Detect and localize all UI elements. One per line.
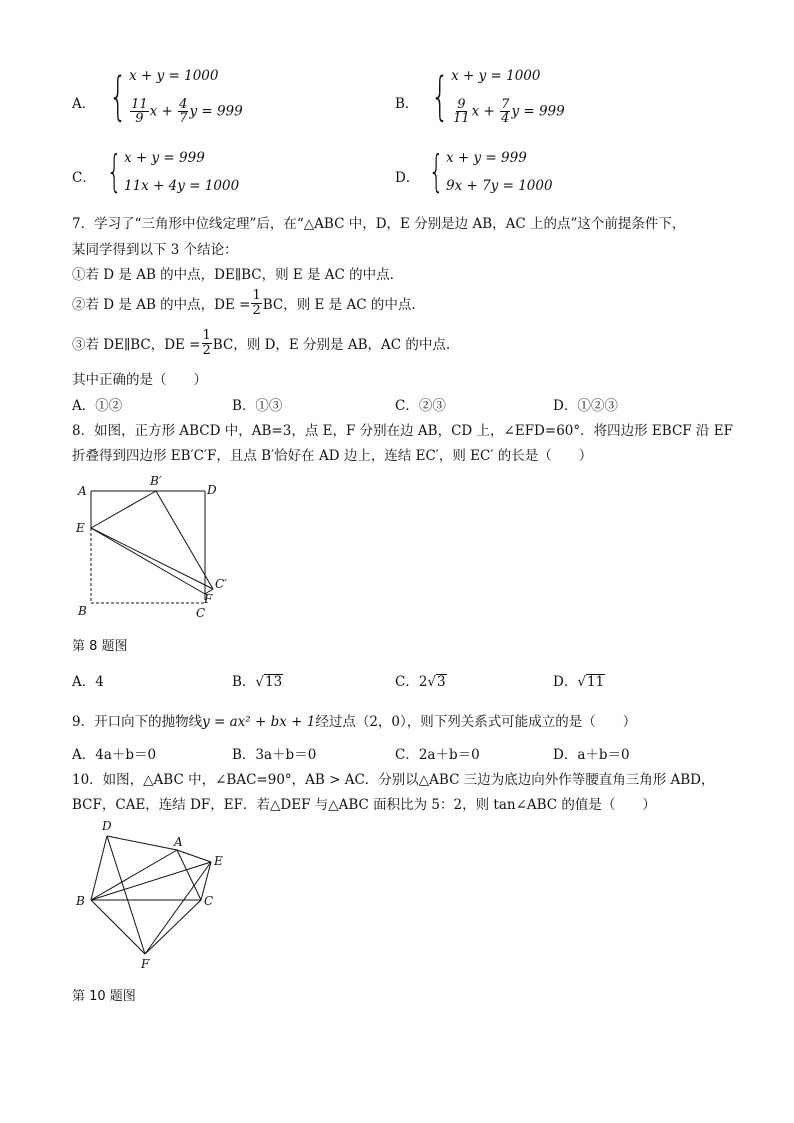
q8-seg-ef bbox=[91, 528, 205, 594]
q7-stem-line1: 7．学习了“三角形中位线定理”后，在“△ABC 中，D，E 分别是边 AB，AC 上的点”这个前提条件下， bbox=[72, 216, 686, 232]
q8-seg-eb1 bbox=[91, 491, 156, 528]
q10-seg-cf bbox=[145, 900, 201, 954]
q6-option-b-label: B． bbox=[395, 96, 419, 112]
q9-option-b: B．3a＋b＝0 bbox=[232, 747, 317, 763]
q8-label-a: A bbox=[78, 484, 87, 498]
q10-label-e: E bbox=[214, 854, 223, 868]
q6-option-a-system: { x + y = 1000 $\frac{11}{9}$ x + $\frac{4}{7}$ y = 999 bbox=[108, 67, 243, 127]
q6-b-eq2: $\frac{9}{11}$ x + $\frac{7}{4}$ y = 999 bbox=[453, 96, 565, 127]
q7-conclusion-1: ①若 D 是 AB 的中点，DE∥BC，则 E 是 AC 的中点. bbox=[72, 267, 394, 283]
q8-option-b: B．√13 bbox=[232, 674, 283, 690]
q9-option-d: D．a＋b＝0 bbox=[553, 747, 630, 763]
q10-seg-df bbox=[107, 836, 145, 954]
q6-a-eq1: x + y = 1000 bbox=[129, 68, 219, 84]
q6-option-d-system: { x + y = 999 9x + 7y = 1000 bbox=[428, 146, 553, 197]
q6-d-eq1: x + y = 999 bbox=[446, 150, 527, 166]
q8-option-d: D．√11 bbox=[553, 674, 605, 690]
q6-option-a-label: A． bbox=[72, 96, 96, 112]
q10-label-a: A bbox=[174, 835, 183, 849]
q7-option-d: D．①②③ bbox=[553, 398, 618, 414]
q10-label-c: C bbox=[204, 894, 214, 908]
q8-label-c1: C′ bbox=[215, 577, 227, 591]
q8-label-b1: B′ bbox=[150, 474, 162, 488]
q9-option-a: A．4a＋b＝0 bbox=[72, 747, 157, 763]
q8-stem-line1: 8．如图，正方形 ABCD 中，AB=3，点 E，F 分别在边 AB，CD 上，∠EFD=60°．将四边形 EBCF 沿 EF bbox=[72, 423, 733, 439]
q8-label-f: F bbox=[204, 592, 213, 606]
q7-stem-line2: 某同学得到以下 3 个结论： bbox=[72, 242, 238, 258]
q7-conclusion-2: ②若 D 是 AB 的中点，DE = $\frac{1}{2}$ BC，则 E 是 AC 的中点. bbox=[72, 288, 416, 318]
q9-option-c: C．2a＋b＝0 bbox=[395, 747, 480, 763]
q7-question: 其中正确的是（ ） bbox=[72, 372, 207, 388]
q8-label-c: C bbox=[196, 606, 206, 620]
q9-stem: 9．开口向下的抛物线y = ax² + bx + 1经过点（2，0），则下列关系式可能成立的是（ ） bbox=[72, 714, 637, 730]
q10-label-d: D bbox=[102, 819, 112, 833]
q7-option-a: A．①② bbox=[72, 398, 123, 414]
q6-option-d-label: D． bbox=[395, 170, 420, 186]
q10-seg-ef bbox=[145, 862, 214, 954]
q10-label-f: F bbox=[141, 957, 150, 971]
q8-caption: 第 8 题图 bbox=[72, 639, 128, 654]
q7-option-b: B．①③ bbox=[232, 398, 283, 414]
q6-b-eq1: x + y = 1000 bbox=[451, 68, 541, 84]
q9-equation: y = ax² + bx + 1 bbox=[202, 714, 316, 730]
q10-seg-bd bbox=[91, 836, 107, 900]
q10-seg-be bbox=[91, 862, 211, 900]
q6-d-eq2: 9x + 7y = 1000 bbox=[446, 178, 553, 194]
q10-caption: 第 10 题图 bbox=[72, 989, 136, 1004]
q10-label-b: B bbox=[76, 894, 85, 908]
q8-option-c: C．2√3 bbox=[395, 674, 446, 690]
q6-a-eq2: $\frac{11}{9}$ x + $\frac{4}{7}$ y = 999 bbox=[131, 96, 243, 127]
q6-option-b-system: { x + y = 1000 $\frac{9}{11}$ x + $\frac{7}{4}$ y = 999 bbox=[430, 67, 565, 127]
q8-label-e: E bbox=[76, 521, 85, 535]
q7-option-c: C．②③ bbox=[395, 398, 446, 414]
q8-figure bbox=[70, 472, 245, 622]
q6-option-c-system: { x + y = 999 11x + 4y = 1000 bbox=[106, 146, 240, 197]
q10-stem-line2: BCF，CAE，连结 DF，EF．若△DEF 与△ABC 面积比为 5：2，则 tan∠ABC 的值是（ ） bbox=[72, 797, 656, 813]
q8-stem-line2: 折叠得到四边形 EB′C′F，且点 B′恰好在 AD 边上，连结 EC′，则 EC′ 的长是（ ） bbox=[72, 448, 593, 464]
q10-seg-ba bbox=[91, 850, 177, 900]
q7-conclusion-3: ③若 DE∥BC，DE = $\frac{1}{2}$ BC，则 D，E 分别是 AB，AC 的中点. bbox=[72, 328, 451, 358]
q6-c-eq1: x + y = 999 bbox=[124, 150, 205, 166]
q10-seg-bf bbox=[91, 900, 145, 954]
q10-figure bbox=[70, 818, 235, 976]
q10-seg-da bbox=[107, 836, 177, 850]
q8-option-a: A．4 bbox=[72, 674, 104, 690]
q6-c-eq2: 11x + 4y = 1000 bbox=[124, 178, 240, 194]
q6-option-c-label: C． bbox=[72, 170, 96, 186]
q8-label-b: B bbox=[78, 604, 87, 618]
q10-stem-line1: 10．如图，△ABC 中，∠BAC=90°，AB > AC．分别以△ABC 三边为底边向外作等腰直角三角形 ABD， bbox=[72, 772, 715, 788]
q8-label-d: D bbox=[207, 483, 217, 497]
